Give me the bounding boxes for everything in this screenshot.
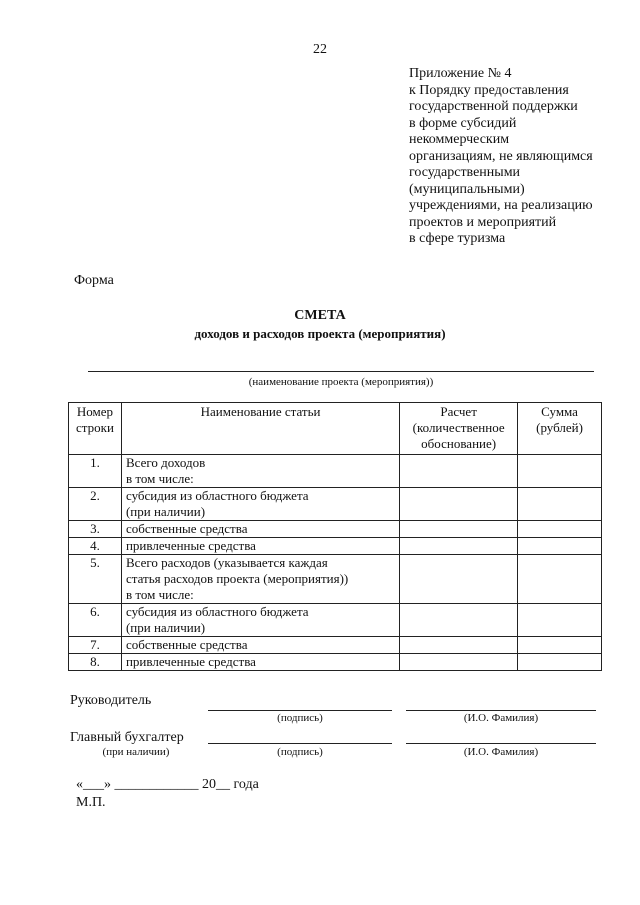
appendix-line: учреждениями, на реализацию [409, 198, 593, 213]
row-name: собственные средства [121, 637, 399, 654]
appendix-line: Приложение № 4 [409, 66, 512, 81]
appendix-line: в сфере туризма [409, 231, 506, 246]
row-calc [400, 654, 518, 671]
head-name-caption: (И.О. Фамилия) [463, 712, 539, 724]
accountant-name-caption: (И.О. Фамилия) [463, 746, 539, 758]
project-name-line [88, 371, 594, 372]
appendix-line: организациям, не являющимся [409, 148, 593, 164]
row-calc [400, 538, 518, 555]
table-row [69, 488, 602, 521]
document-subtitle: доходов и расходов проекта (мероприятия) [194, 326, 446, 341]
date-line: «___» ____________ 20__ года [76, 777, 259, 792]
row-number: 1. [69, 455, 122, 488]
row-number: 3. [69, 521, 122, 538]
row-name: привлеченные средства [121, 538, 399, 555]
header-number: Номер строки [69, 403, 122, 455]
row-sum [518, 604, 602, 637]
appendix-line: (муниципальными) [409, 181, 525, 197]
row-sum [518, 455, 602, 488]
row-sum [518, 555, 602, 604]
row-number: 6. [69, 604, 122, 637]
table-header-row [69, 403, 602, 455]
row-calc [400, 555, 518, 604]
table-row [69, 604, 602, 637]
row-name: собственные средства [121, 521, 399, 538]
table-row [69, 538, 602, 555]
appendix-line: государственной поддержки [409, 99, 578, 114]
accountant-signature-line [208, 743, 392, 744]
header-sum: Сумма (рублей) [518, 403, 602, 455]
header-name: Наименование статьи [121, 403, 399, 455]
head-signature-line [208, 710, 392, 711]
estimate-table [68, 402, 602, 671]
form-label: Форма [74, 273, 114, 288]
document-title: СМЕТА [294, 308, 346, 323]
row-sum [518, 488, 602, 521]
appendix-line: к Порядку предоставления [409, 82, 569, 98]
table-row [69, 521, 602, 538]
appendix-line: государственными [409, 165, 521, 180]
row-number: 5. [69, 555, 122, 604]
head-label: Руководитель [70, 693, 152, 708]
row-sum [518, 654, 602, 671]
appendix-note [409, 66, 634, 248]
head-signature-caption: (подпись) [277, 712, 323, 724]
table-row [69, 637, 602, 654]
row-number: 8. [69, 654, 122, 671]
row-sum [518, 521, 602, 538]
row-name: субсидия из областного бюджета (при наличии) [121, 604, 399, 637]
table-row [69, 555, 602, 604]
row-name: привлеченные средства [121, 654, 399, 671]
row-calc [400, 521, 518, 538]
row-calc [400, 488, 518, 521]
head-name-line [406, 710, 596, 711]
row-sum [518, 637, 602, 654]
row-number: 2. [69, 488, 122, 521]
page-number: 22 [313, 42, 327, 57]
appendix-line: проектов и мероприятий [409, 214, 557, 230]
accountant-note: (при наличии) [102, 746, 170, 758]
row-name: субсидия из областного бюджета (при наличии) [121, 488, 399, 521]
row-name: Всего доходов в том числе: [121, 455, 399, 488]
header-calc: Расчет (количественное обоснование) [400, 403, 518, 455]
appendix-line: некоммерческим [409, 132, 510, 147]
row-number: 4. [69, 538, 122, 555]
accountant-signature-caption: (подпись) [277, 746, 323, 758]
row-number: 7. [69, 637, 122, 654]
row-name: Всего расходов (указывается каждая статья расходов проекта (мероприятия)) в том числе: [121, 555, 399, 604]
row-calc [400, 604, 518, 637]
row-calc [400, 455, 518, 488]
row-sum [518, 538, 602, 555]
project-name-caption: (наименование проекта (мероприятия)) [248, 376, 434, 388]
appendix-line: в форме субсидий [409, 115, 517, 131]
stamp-label: М.П. [76, 795, 106, 810]
table-row [69, 455, 602, 488]
row-calc [400, 637, 518, 654]
table-row [69, 654, 602, 671]
accountant-label: Главный бухгалтер [70, 730, 184, 745]
accountant-name-line [406, 743, 596, 744]
